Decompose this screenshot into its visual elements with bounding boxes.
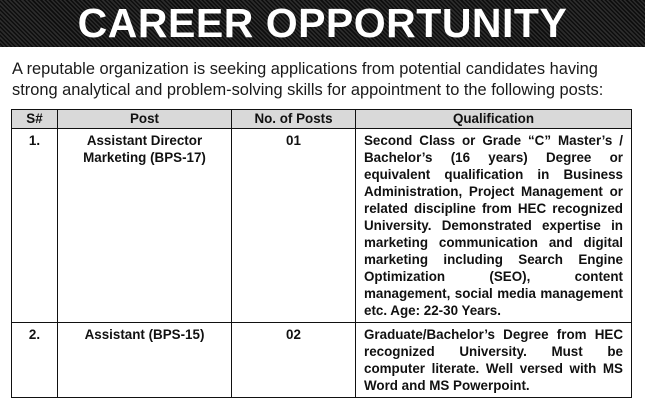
page-title: CAREER OPPORTUNITY	[77, 0, 568, 46]
posts-table	[11, 109, 632, 398]
column-header-post: Post	[58, 110, 232, 129]
row-post-count: 02	[232, 323, 356, 398]
header-banner	[0, 0, 645, 47]
column-header-count: No. of Posts	[232, 110, 356, 129]
table-row	[12, 323, 632, 398]
row-post-count: 01	[232, 129, 356, 323]
row-serial: 2.	[12, 323, 58, 398]
intro-paragraph: A reputable organization is seeking applications from potential candidates having strong analytical and problem-solving skills for appointment to the following posts:	[12, 60, 604, 99]
row-post: Assistant (BPS-15)	[58, 323, 232, 398]
table-row	[12, 129, 632, 323]
table-header-row	[12, 110, 632, 129]
column-header-qualification: Qualification	[356, 110, 632, 129]
row-post: Assistant Director Marketing (BPS-17)	[58, 129, 232, 323]
column-header-sn: S#	[12, 110, 58, 129]
row-qualification: Second Class or Grade “C” Master’s / Bachelor’s (16 years) Degree or equivalent qualification in Business Administration, Project Management or related discipline from HEC recognized University. Demonstrated expertise in marketing communication and digital marketing including Search Engine Optimization (SEO), content management, social media management etc. Age: 22-30 Years.	[356, 129, 632, 323]
row-qualification: Graduate/Bachelor’s Degree from HEC recognized University. Must be computer literate. Well versed with MS Word and MS Powerpoint.	[356, 323, 632, 398]
row-serial: 1.	[12, 129, 58, 323]
